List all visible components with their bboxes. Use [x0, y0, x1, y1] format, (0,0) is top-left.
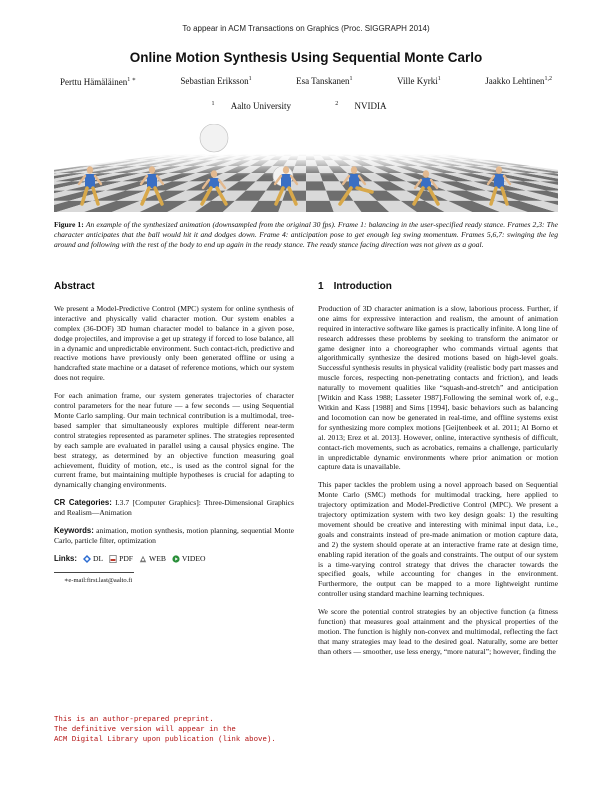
intro-paragraph: We score the potential control strategies by an objective function (a fitness function) that measures goal attainment and the physical properties of the motion. The function is highly non-convex and multimodal, reflecting the fact that many strategies may lead to the desired goal. Naturally, some are better than others — smoother, use less energy, “more natural”; however, finding the	[318, 607, 558, 656]
footnote-rule	[54, 572, 134, 573]
floor-tile	[306, 191, 330, 201]
affiliation-list	[0, 101, 612, 111]
dl-link[interactable]: DL	[83, 554, 103, 564]
left-column	[54, 282, 294, 586]
teaser-figure	[54, 124, 558, 212]
web-link[interactable]: WEB	[139, 554, 166, 564]
floor-tile	[306, 181, 326, 190]
affiliation: $^1$ Aalto University	[211, 101, 291, 111]
dl-icon	[83, 555, 91, 563]
character-part	[85, 174, 95, 188]
author: Jaakko Lehtinen$^{1,2}$	[485, 76, 552, 86]
figure-caption	[54, 220, 558, 251]
links-row	[54, 554, 294, 564]
affiliation: $^2$ NVIDIA	[335, 101, 387, 111]
web-icon	[139, 555, 147, 563]
author: Perttu Hämäläinen$^{1 ∗}$	[60, 77, 136, 87]
character-part	[351, 166, 357, 174]
introduction-heading: 1 Introduction	[318, 281, 392, 292]
caption-text: An example of the synthesized animation (downsampled from the original 30 fps). Frame 1: balancing in the user-specified ready stance. Frames 2,3: The character anticipates that the ball would hit it and dodges down. Frame 4: anticipation pose to get enough leg swing momentum. Frames 5,6,7: swinging the leg around and following with the rest of the body to end up again in the ready stance. The ready stance facing direction was not given as a goal.	[54, 220, 558, 250]
pdf-icon	[109, 555, 117, 563]
character-part	[147, 174, 157, 188]
character-part	[423, 170, 429, 178]
preprint-notice: This is an author-prepared preprint. The definitive version will appear in the ACM Digital Library upon publication (link above).	[54, 716, 276, 745]
keywords: Keywords: animation, motion synthesis, motion planning, sequential Monte Carlo, particle filter, optimization	[54, 526, 294, 545]
venue-header: To appear in ACM Transactions on Graphics (Proc. SIGGRAPH 2014)	[182, 24, 430, 33]
author: Sebastian Eriksson$^1$	[180, 76, 252, 86]
teaser-image	[54, 124, 558, 212]
video-icon	[172, 555, 180, 563]
links-label: Links:	[54, 553, 77, 563]
abstract-paragraph: For each animation frame, our system generates trajectories of character control parameters for the near future — a few seconds — using Sequential Monte Carlo sampling. Our main technical contribution is a multimodal, tree-based sampler that simultaneously explores multiple different near-term control strategies represented as parameter splines. The strategies represented by each sample are evaluated in parallel using a causal physics engine. The best strategy, as determined by an objective function measuring goal achievement, fluidity of motion, etc., is used as the control signal for the current frame, but maintaining multiple hypotheses is crucial for adapting to dynamically changing environments.	[54, 391, 294, 490]
ball	[200, 124, 228, 152]
character-part	[211, 170, 217, 178]
author-list	[60, 76, 552, 87]
character-part	[281, 174, 291, 188]
right-column	[318, 282, 558, 665]
character-part	[149, 166, 155, 174]
character-part	[87, 166, 93, 174]
floor-tile	[306, 201, 334, 212]
author: Esa Tanskanen$^1$	[296, 76, 353, 86]
floor-tile	[278, 201, 306, 212]
character-part	[496, 166, 502, 174]
character-part	[494, 174, 504, 188]
paper-title: Online Motion Synthesis Using Sequential Monte Carlo	[129, 50, 483, 65]
abstract-heading: Abstract	[54, 281, 95, 292]
caption-label: Figure 1:	[54, 220, 84, 229]
character-part	[283, 166, 289, 174]
cr-categories: CR Categories: I.3.7 [Computer Graphics]: Three-Dimensional Graphics and Realism—Animation	[54, 498, 295, 518]
video-link[interactable]: VIDEO	[172, 554, 206, 564]
pdf-link[interactable]: PDF	[109, 554, 133, 564]
intro-paragraph: Production of 3D character animation is a slow, laborious process. Further, if one aims for expressive interaction and realism, the amount of animation required in interactive software like games is practically infinite. A long line of research addresses these problems by seeking to transform the animator or game designer into a choreographer who commands virtual agents that algorithmically synthesize the desired motions based on high-level goals. Successful synthesis results in physical validity (realistic body part masses and muscle forces, respecting non-penetrating contacts and friction), and leads naturally to movement qualities like “squash-and-stretch” and anticipation [Witkin and Kass 1988; Lasseter 1987].Following the seminal work of, e.g., Witkin and Kass [1988] and Sims [1994], basic behaviors such as balancing and locomotion can now be generated in real-time, and offline systems exist for synthesizing more complex motions [Geijtenbeek et al. 2011; Al Borno et al. 2013; Erez et al. 2013]. However, online, interactive synthesis of difficult, contact-rich movements, such as acrobatics, remains a challenge, particularly in unpredictable dynamic environments where prior animation or motion capture data is unavailable.	[318, 303, 558, 472]
character-part	[349, 174, 359, 188]
email-footnote: ∗e-mail:first.last@aalto.fi	[64, 576, 133, 584]
abstract-paragraph: We present a Model-Predictive Control (MPC) system for online synthesis of interactive and physically valid character motion. Our system enables a complex (36-DOF) 3D human character model to balance in a given pose, dodge projectiles, and improvise a get up strategy if forced to lose balance, all in a dynamic and unpredictable environment. Such contact-rich, predictive and reactive motions have previously only been generated offline or using a handcrafted state machine or a dataset of reference motions, which our system does not require.	[54, 303, 294, 383]
author: Ville Kyrki$^1$	[397, 76, 441, 86]
intro-paragraph: This paper tackles the problem using a novel approach based on Sequential Monte Carlo (SMC) methods for multimodal tracking, here applied to trajectory optimization and Model-Predictive Control (MPC). We present a trajectory optimization system with two key design goals: 1) the resulting movement should be creative and interesting with minimal input data, i.e., goals and constraints instead of pre-made animation or motion capture data, and 2) the system should operate at an interactive frame rate at design time, enabling rapid iteration of the goals and constraints. The output of our system is a time-varying control strategy that drives the character towards the specified goals, while accounting for changes in the environment. Furthermore, the output can be mapped to a more lightweight runtime controller using standard machine learning techniques.	[318, 480, 558, 599]
